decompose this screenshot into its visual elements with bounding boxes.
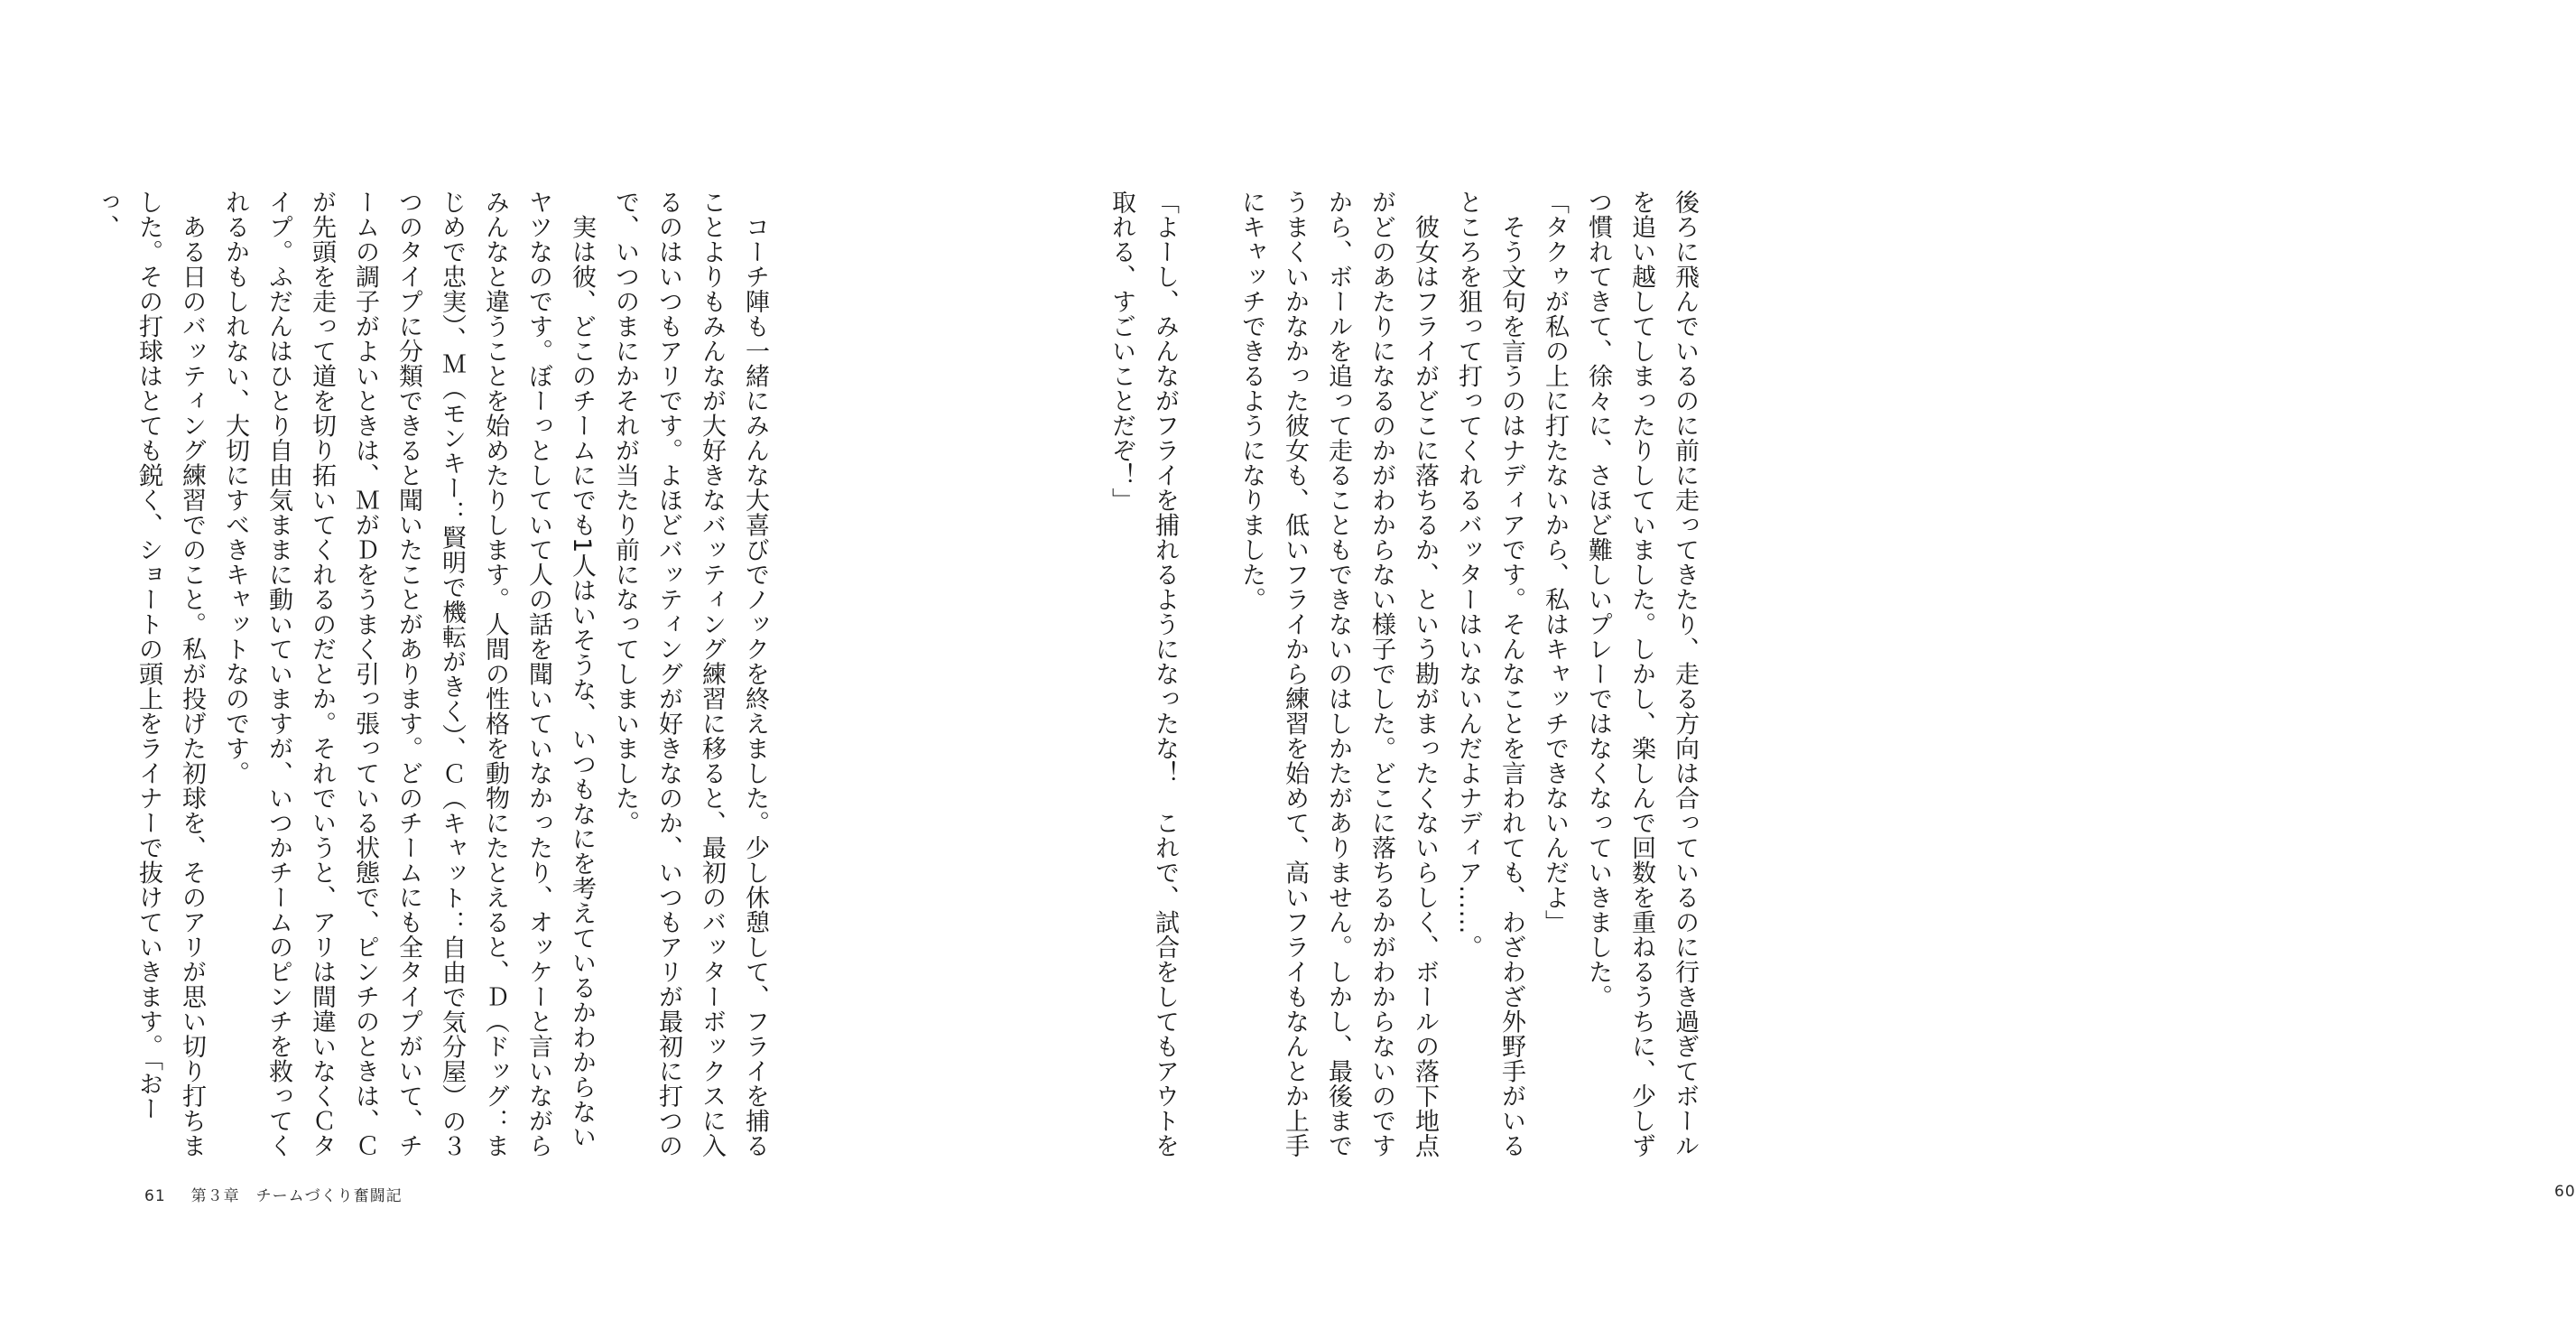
right-page-footer	[2554, 1183, 2576, 1201]
page-number-right: 60	[2554, 1183, 2576, 1201]
right-page-body	[1038, 190, 1706, 1165]
right-paragraph-1: 後ろに飛んでいるのに前に走ってきたり、走る方向は合っているのに行き過ぎてボールを追い越してしまったりしていました。しかし、楽しんで回数を重ねるうちに、少しずつ慣れてきて、徐々に、さほど難しいプレーではなくなっていきました。	[1584, 190, 1699, 1158]
left-page	[0, 0, 903, 1320]
left-paragraph-1: コーチ陣も一緒にみんな大喜びでノックを終えました。少し休憩して、フライを捕ることよりもみんなが大好きなバッティング練習に移ると、最初のバッターボックスに入るのはいつもアリです。よほどバッティングが好きなのか、いつもアリが最初に打つので、いつのまにかそれが当たり前になってしまいました。	[611, 190, 769, 1158]
right-paragraph-2: 「タクゥが私の上に打たないから、私はキャッチできないんだよ」	[1541, 190, 1569, 934]
right-paragraph-5: 「よーし、みんながフライを捕れるようになったな！ これで、試合をしてもアウトを取れる、すごいことだぞ！」	[1107, 190, 1179, 1158]
page-number-left: 61	[144, 1187, 166, 1205]
right-page	[903, 0, 2576, 1320]
left-page-body	[91, 190, 776, 1165]
running-head: 第３章 チームづくり奮闘記	[190, 1187, 403, 1205]
right-paragraph-3: そう文句を言うのはナディアです。そんなことを言われても、わざわざ外野手がいるところを狙って打ってくれるバッターはいないんだよナディア……。	[1454, 190, 1525, 1158]
left-paragraph-3: ある日のバッティング練習でのこと。私が投げた初球を、そのアリが思い切り打ちました。その打球はとても鋭く、ショートの頭上をライナーで抜けていきます。「おーっ、	[91, 190, 206, 1158]
right-paragraph-4: 彼女はフライがどこに落ちるか、という勘がまったくないらしく、ボールの落下地点がどのあたりになるのかがわからない様子でした。どこに落ちるかがわからないのですから、ボールを追って走ることもできないのはしかたがありません。しかし、最後までうまくいかなかった彼女も、低いフライから練習を始めて、高いフライもなんとか上手にキャッチできるようになりました。	[1237, 190, 1439, 1158]
section-break	[1186, 190, 1229, 1165]
left-paragraph-2: 実は彼、どこのチームにでも1人はいそうな、いつもなにを考えているかわからないヤツなのです。ぼーっとしていて人の話を聞いていなかったり、オッケーと言いながらみんなと違うことを始めたりします。人間の性格を動物にたとえると、Ｄ（ドッグ：まじめで忠実）、Ｍ（モンキー：賢明で機転がきく）、Ｃ（キャット：自由で気分屋）の３つのタイプに分類できると聞いたことがあります。どのチームにも全タイプがいて、チームの調子がよいときは、ＭがＤをうまく引っ張っている状態で、ピンチのときは、Ｃが先頭を走って道を切り拓いてくれるのだとか。それでいうと、アリは間違いなくＣタイプ。ふだんはひとり自由気ままに動いていますが、いつかチームのピンチを救ってくれるかもしれない、大切にすべきキャットなのです。	[221, 190, 596, 1158]
left-page-footer	[144, 1183, 403, 1205]
